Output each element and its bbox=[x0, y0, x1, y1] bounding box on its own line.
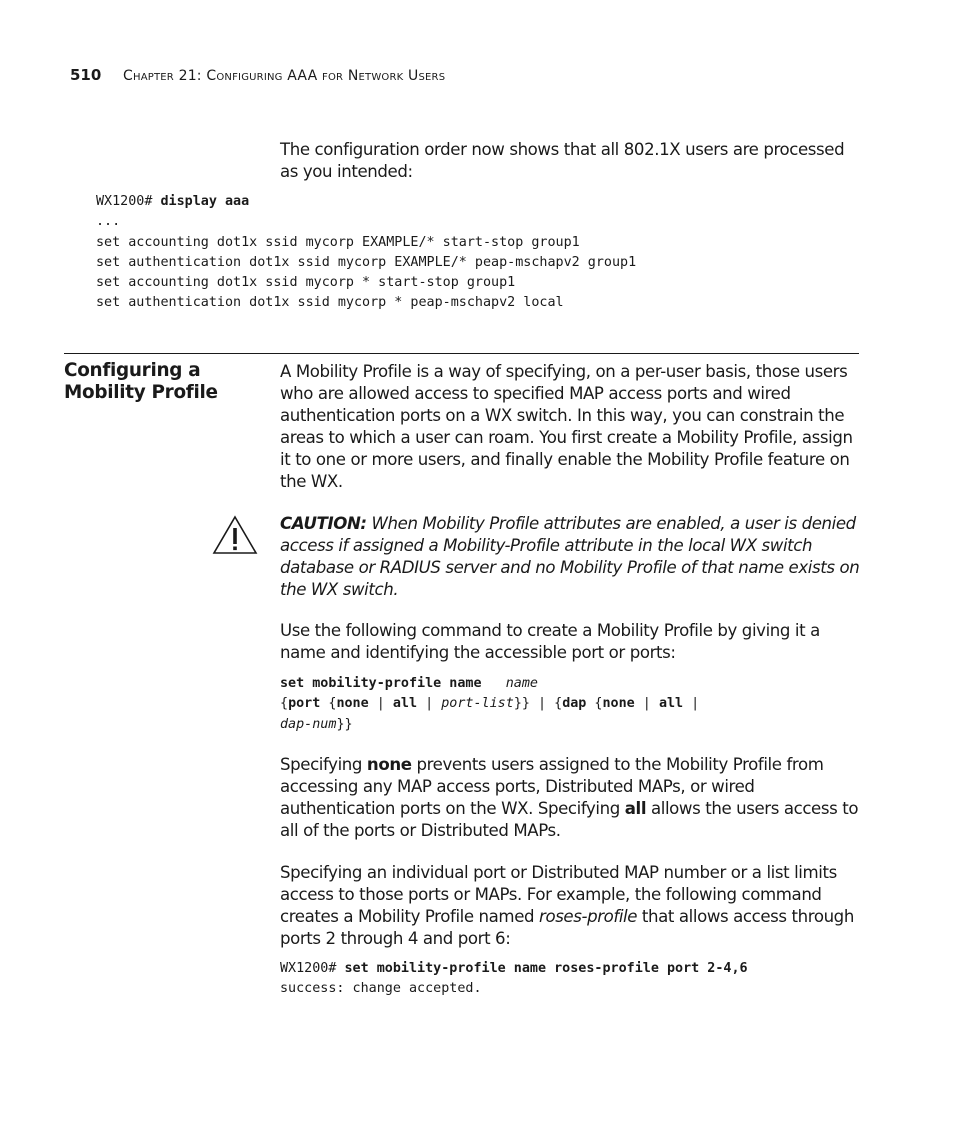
profile-name-example: roses-profile bbox=[539, 907, 638, 926]
text-run: prevents users assigned to the Mobility Profile from bbox=[411, 755, 824, 774]
code-line: ... bbox=[96, 214, 121, 230]
paragraph-line: the WX. bbox=[280, 472, 343, 491]
syntax-line bbox=[280, 674, 699, 694]
syntax-pipe: | bbox=[417, 696, 442, 712]
syntax-kw-none: none bbox=[602, 696, 635, 712]
syntax-brace: }} bbox=[336, 716, 353, 732]
caution-line bbox=[280, 513, 865, 535]
code-line: set accounting dot1x ssid mycorp EXAMPLE/* start-stop group1 bbox=[96, 234, 580, 250]
syntax-arg-port-list: port-list bbox=[441, 696, 514, 712]
code-block-display-aaa bbox=[96, 192, 636, 314]
section-heading-line: Mobility Profile bbox=[64, 382, 218, 403]
keyword-none: none bbox=[366, 755, 412, 774]
command-syntax bbox=[280, 674, 699, 735]
paragraph-line: who are allowed access to specified MAP access ports and wired bbox=[280, 384, 791, 403]
syntax-kw-dap: dap bbox=[562, 696, 587, 712]
paragraph-line: areas to which a user can roam. You first create a Mobility Profile, assign bbox=[280, 428, 853, 447]
caution-note bbox=[280, 513, 865, 601]
paragraph-line bbox=[280, 906, 865, 928]
syntax-line bbox=[280, 694, 699, 714]
paragraph-line: Specifying an individual port or Distributed MAP number or a list limits bbox=[280, 863, 837, 882]
syntax-brace: { bbox=[586, 696, 603, 712]
syntax-brace: { bbox=[280, 696, 289, 712]
section-divider bbox=[64, 353, 859, 354]
intro-line: The configuration order now shows that all 802.1X users are processed bbox=[280, 140, 845, 159]
code-block-example bbox=[280, 959, 748, 1000]
code-command: set mobility-profile name roses-profile port 2-4,6 bbox=[344, 961, 748, 976]
section-heading-line: Configuring a bbox=[64, 360, 201, 381]
syntax-brace: }} | { bbox=[513, 696, 563, 712]
text-run: Specifying bbox=[280, 755, 367, 774]
none-all-explanation bbox=[280, 754, 865, 842]
intro-paragraph bbox=[280, 139, 860, 183]
intro-line: as you intended: bbox=[280, 162, 413, 181]
text-run: creates a Mobility Profile named bbox=[280, 907, 540, 926]
text-run: authentication ports on the WX. Specifying bbox=[280, 799, 625, 818]
caution-line: the WX switch. bbox=[280, 580, 399, 599]
code-line: success: change accepted. bbox=[280, 981, 482, 997]
paragraph-line: name and identifying the accessible port or ports: bbox=[280, 643, 676, 662]
paragraph-line: accessing any MAP access ports, Distributed MAPs, or wired bbox=[280, 777, 755, 796]
code-line: set authentication dot1x ssid mycorp EXAMPLE/* peap-mschapv2 group1 bbox=[96, 254, 637, 270]
code-line bbox=[96, 192, 636, 212]
paragraph-line: access to those ports or MAPs. For example, the following command bbox=[280, 885, 822, 904]
syntax-pipe: | bbox=[634, 696, 659, 712]
syntax-arg-dap-num: dap-num bbox=[280, 716, 337, 732]
paragraph-line: authentication ports on a WX switch. In this way, you can constrain the bbox=[280, 406, 845, 425]
syntax-kw-all: all bbox=[658, 696, 684, 712]
code-line bbox=[280, 959, 748, 979]
mobility-profile-description bbox=[280, 361, 860, 493]
syntax-command: set mobility-profile name bbox=[280, 676, 482, 691]
keyword-all: all bbox=[624, 799, 647, 818]
paragraph-line bbox=[280, 798, 865, 820]
paragraph-line bbox=[280, 754, 865, 776]
paragraph-line: A Mobility Profile is a way of specifying, on a per-user basis, those users bbox=[280, 362, 848, 381]
caution-label: CAUTION: bbox=[280, 514, 367, 533]
paragraph-line: all of the ports or Distributed MAPs. bbox=[280, 821, 561, 840]
syntax-line bbox=[280, 715, 699, 735]
warning-triangle-icon bbox=[212, 515, 258, 555]
syntax-pipe: | bbox=[368, 696, 393, 712]
section-heading bbox=[64, 360, 264, 404]
syntax-kw-port: port bbox=[288, 696, 321, 712]
paragraph-line: ports 2 through 4 and port 6: bbox=[280, 929, 511, 948]
paragraph-line: it to one or more users, and finally enable the Mobility Profile feature on bbox=[280, 450, 850, 469]
command-intro-paragraph bbox=[280, 620, 860, 664]
example-explanation bbox=[280, 862, 865, 950]
syntax-brace: { bbox=[320, 696, 337, 712]
paragraph-line: Use the following command to create a Mobility Profile by giving it a bbox=[280, 621, 820, 640]
code-prompt: WX1200# bbox=[280, 961, 337, 976]
code-line: set authentication dot1x ssid mycorp * peap-mschapv2 local bbox=[96, 295, 564, 311]
caution-line: database or RADIUS server and no Mobility Profile of that name exists on bbox=[280, 558, 860, 577]
chapter-title: Chapter 21: Configuring AAA for Network Users bbox=[123, 68, 446, 84]
code-command: display aaa bbox=[160, 194, 250, 209]
syntax-kw-all: all bbox=[392, 696, 418, 712]
caution-line: access if assigned a Mobility-Profile attribute in the local WX switch bbox=[280, 536, 813, 555]
caution-text: When Mobility Profile attributes are enabled, a user is denied bbox=[366, 514, 856, 533]
syntax-kw-none: none bbox=[336, 696, 369, 712]
page-number: 510 bbox=[70, 66, 102, 84]
code-line: set accounting dot1x ssid mycorp * start-stop group1 bbox=[96, 275, 516, 291]
text-run: allows the users access to bbox=[646, 799, 859, 818]
text-run: that allows access through bbox=[637, 907, 854, 926]
code-prompt: WX1200# bbox=[96, 194, 153, 209]
syntax-arg-name: name bbox=[505, 676, 538, 691]
syntax-pipe: | bbox=[683, 696, 700, 712]
